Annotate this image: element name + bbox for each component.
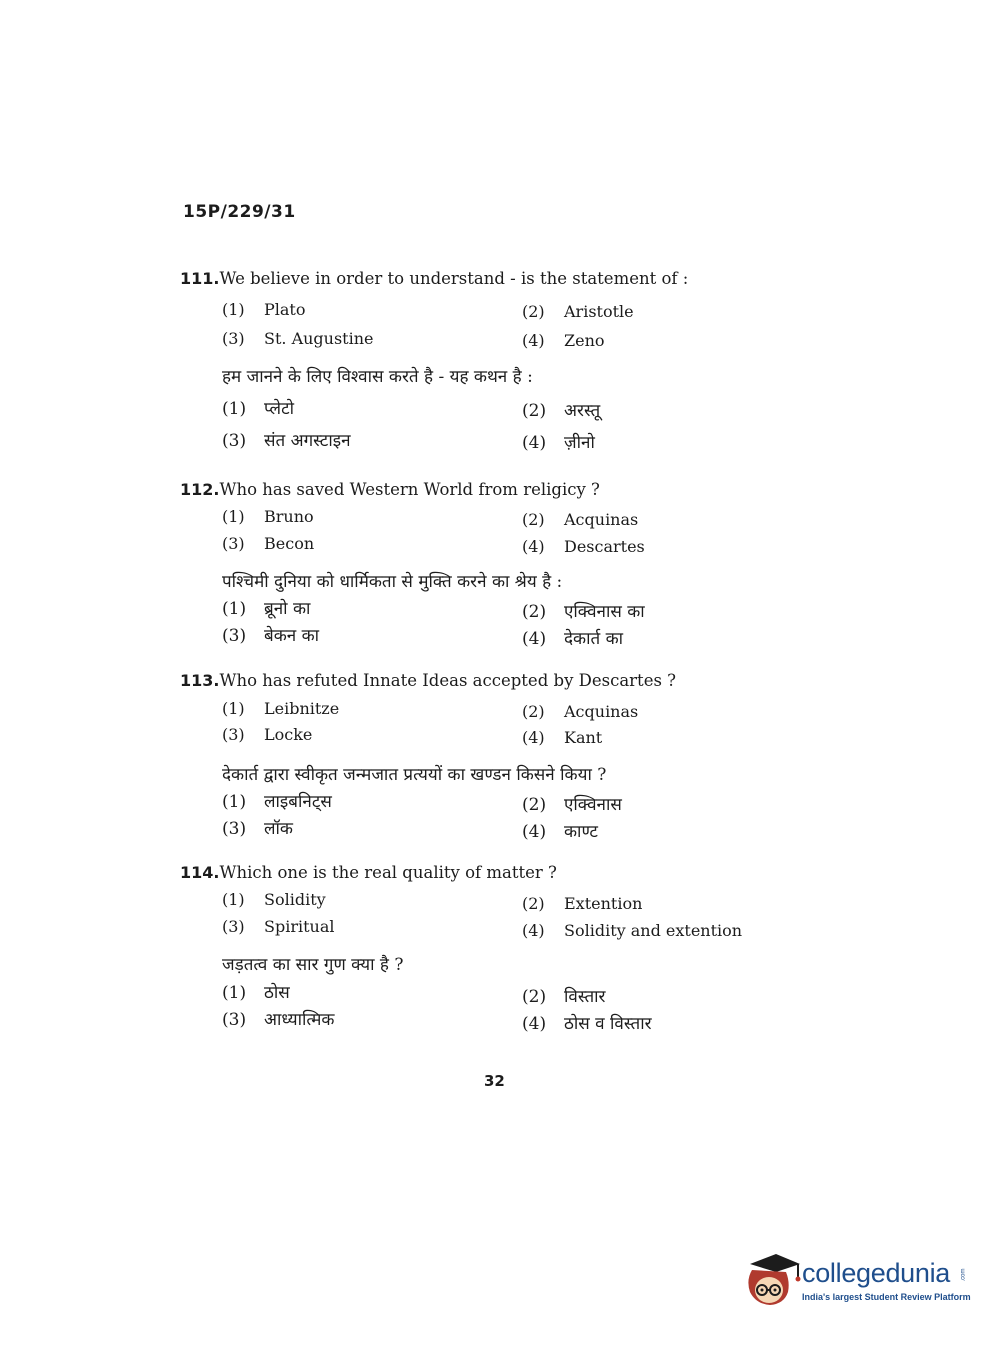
- option-number: (2): [522, 510, 545, 529]
- question-text-hindi: पश्चिमी दुनिया को धार्मिकता से मुक्ति करने का श्रेय है :: [222, 572, 563, 592]
- option-number: (2): [522, 894, 545, 913]
- hindi-option-3: [222, 623, 319, 646]
- option-number: (2): [522, 302, 545, 321]
- option-4: [522, 537, 645, 556]
- option-text: Acquinas: [564, 510, 639, 529]
- hindi-option-3: [222, 816, 293, 839]
- hindi-option-3: [222, 1007, 334, 1030]
- option-text: प्लेटो: [264, 399, 295, 419]
- option-number: (3): [222, 534, 245, 553]
- hindi-option-3: [222, 428, 351, 451]
- option-text: काण्ट: [564, 822, 598, 842]
- hindi-option-4: [522, 819, 598, 842]
- question-text-hindi: देकार्त द्वारा स्वीकृत जन्मजात प्रत्ययों का खण्डन किसने किया ?: [222, 765, 607, 785]
- option-number: (2): [522, 702, 545, 721]
- option-number: (3): [222, 725, 245, 744]
- option-number: (4): [522, 331, 545, 350]
- option-text: Aristotle: [564, 302, 634, 321]
- option-text: अरस्तू: [564, 401, 601, 421]
- option-2: [522, 702, 638, 721]
- option-number: (3): [222, 1010, 247, 1030]
- option-number: (1): [222, 890, 245, 909]
- option-number: (1): [222, 507, 245, 526]
- question-114: [180, 862, 800, 1034]
- option-number: (4): [522, 822, 547, 842]
- question-statement: We believe in order to understand - is the statement of :: [219, 269, 689, 288]
- option-text: Locke: [264, 725, 313, 744]
- option-text: एक्विनास का: [564, 602, 645, 622]
- logo-suffix: .com: [960, 1268, 967, 1282]
- option-3: [222, 725, 312, 744]
- option-number: (3): [222, 329, 245, 348]
- option-text: Leibnitze: [264, 699, 340, 718]
- option-number: (2): [522, 401, 547, 421]
- option-2: [522, 302, 634, 321]
- question-number: 111.: [180, 269, 220, 288]
- option-text: ज़ीनो: [564, 433, 595, 453]
- option-number: (2): [522, 987, 547, 1007]
- option-number: (4): [522, 1014, 547, 1034]
- option-text: संत अगस्टाइन: [264, 431, 351, 451]
- option-number: (1): [222, 792, 247, 812]
- option-text: एक्विनास: [564, 795, 622, 815]
- option-1: [222, 699, 339, 718]
- option-number: (4): [522, 728, 545, 747]
- option-text: लाइबनिट्स: [264, 792, 332, 812]
- paper-code: 15P/229/31: [183, 202, 296, 222]
- option-number: (4): [522, 433, 547, 453]
- question-statement: Who has refuted Innate Ideas accepted by Descartes ?: [219, 671, 677, 690]
- hindi-option-2: [522, 984, 606, 1007]
- hindi-option-4: [522, 430, 595, 453]
- option-1: [222, 507, 314, 526]
- question-statement: Which one is the real quality of matter ?: [219, 863, 557, 882]
- option-number: (1): [222, 300, 245, 319]
- option-text: Zeno: [564, 331, 605, 350]
- hindi-option-1: [222, 396, 294, 419]
- option-text: ठोस व विस्तार: [564, 1014, 652, 1034]
- question-number: 112.: [180, 480, 220, 499]
- question-text: [180, 479, 800, 501]
- option-number: (1): [222, 699, 245, 718]
- option-text: देकार्त का: [564, 629, 624, 649]
- option-number: (2): [522, 795, 547, 815]
- option-3: [222, 917, 334, 936]
- option-4: [522, 728, 602, 747]
- page-number: 32: [484, 1072, 505, 1090]
- hindi-option-1: [222, 789, 332, 812]
- option-number: (3): [222, 431, 247, 451]
- option-text: आध्यात्मिक: [264, 1010, 335, 1030]
- option-number: (3): [222, 917, 245, 936]
- hindi-option-2: [522, 398, 600, 421]
- option-1: [222, 300, 305, 319]
- hindi-option-4: [522, 626, 623, 649]
- question-text: [180, 670, 800, 692]
- hindi-option-1: [222, 980, 290, 1003]
- logo-brand: collegedunia: [802, 1258, 951, 1288]
- option-text: Spiritual: [264, 917, 335, 936]
- hindi-option-1: [222, 596, 310, 619]
- option-1: [222, 890, 326, 909]
- option-4: [522, 331, 605, 350]
- option-number: (3): [222, 819, 247, 839]
- option-text: Acquinas: [564, 702, 639, 721]
- option-text: Bruno: [264, 507, 314, 526]
- hindi-option-2: [522, 792, 622, 815]
- question-text-hindi: हम जानने के लिए विश्वास करते है - यह कथन है :: [222, 367, 533, 387]
- question-112: [180, 479, 800, 649]
- hindi-option-4: [522, 1011, 652, 1034]
- question-text: [180, 862, 800, 884]
- collegedunia-logo[interactable]: [742, 1250, 972, 1310]
- option-text: Plato: [264, 300, 306, 319]
- option-number: (4): [522, 629, 547, 649]
- option-3: [222, 329, 374, 348]
- option-4: [522, 921, 742, 940]
- option-text: St. Augustine: [264, 329, 374, 348]
- option-number: (4): [522, 537, 545, 556]
- option-text: ठोस: [264, 983, 290, 1003]
- option-2: [522, 510, 638, 529]
- option-number: (3): [222, 626, 247, 646]
- question-111: [180, 268, 800, 453]
- mascot-icon: [742, 1250, 802, 1310]
- option-2: [522, 894, 642, 913]
- option-number: (1): [222, 599, 247, 619]
- logo-tagline: India's largest Student Review Platform: [802, 1292, 971, 1302]
- option-text: विस्तार: [564, 987, 606, 1007]
- question-113: [180, 670, 800, 842]
- hindi-option-2: [522, 599, 645, 622]
- option-text: Becon: [264, 534, 315, 553]
- option-text: Solidity: [264, 890, 326, 909]
- question-text-hindi: जड़तत्व का सार गुण क्या है ?: [222, 955, 404, 975]
- option-text: Descartes: [564, 537, 645, 556]
- option-text: लॉक: [264, 819, 293, 839]
- option-text: Extention: [564, 894, 643, 913]
- question-statement: Who has saved Western World from religicy ?: [219, 480, 600, 499]
- option-text: बेकन का: [264, 626, 320, 646]
- option-text: Kant: [564, 728, 603, 747]
- option-3: [222, 534, 314, 553]
- option-number: (1): [222, 399, 247, 419]
- option-number: (4): [522, 921, 545, 940]
- option-text: Solidity and extention: [564, 921, 743, 940]
- question-text: [180, 268, 800, 290]
- question-number: 114.: [180, 863, 220, 882]
- option-text: ब्रूनो का: [264, 599, 311, 619]
- option-number: (1): [222, 983, 247, 1003]
- question-number: 113.: [180, 671, 220, 690]
- option-number: (2): [522, 602, 547, 622]
